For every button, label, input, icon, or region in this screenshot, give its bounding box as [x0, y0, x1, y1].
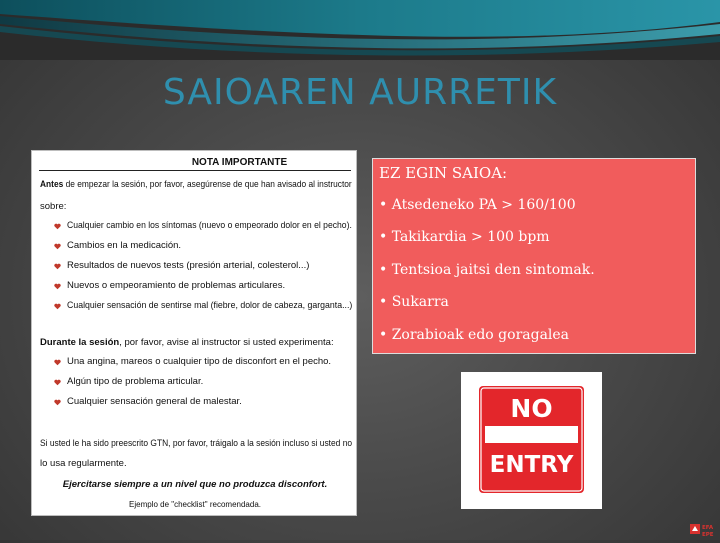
warning-title: EZ EGIN SAIOA:	[379, 164, 508, 182]
note-caption: Ejemplo de "checklist" recomendada.	[129, 500, 261, 509]
note-intro-line2: sobre:	[40, 201, 67, 212]
note-before-item: Nuevos o empeoramiento de problemas articulares.	[67, 280, 286, 291]
note-before-item: Cambios en la medicación.	[67, 240, 182, 251]
note-during-item: Algún tipo de problema articular.	[67, 376, 204, 387]
note-gtn-line1: Si usted le ha sido preescrito GTN, por favor, tráigalo a la sesión incluso si usted no	[40, 438, 353, 449]
sign-no-text: NO	[510, 394, 553, 423]
heart-bullet-icon	[54, 223, 61, 230]
note-image	[31, 150, 357, 516]
sign-white-bar	[485, 426, 578, 443]
header-swoosh	[0, 0, 720, 60]
note-during-item: Una angina, mareos o cualquier tipo de disconfort en el pecho.	[67, 356, 332, 367]
heart-bullet-icon	[54, 303, 61, 310]
heart-bullet-icon	[54, 399, 61, 406]
note-before-item: Resultados de nuevos tests (presión arterial, colesterol...)	[67, 260, 310, 271]
warning-item: • Atsedeneko PA > 160/100	[379, 197, 576, 213]
note-during-item: Cualquier sensación general de malestar.	[67, 396, 242, 407]
warning-item: • Tentsioa jaitsi den sintomak.	[379, 262, 595, 278]
heart-bullet-icon	[54, 379, 61, 386]
warning-item: • Sukarra	[379, 294, 449, 310]
warning-item: • Zorabioak edo goragalea	[379, 327, 570, 343]
brand-logo	[690, 520, 716, 538]
note-divider	[39, 170, 351, 171]
note-footer: Ejercitarse siempre a un nivel que no produzca disconfort.	[62, 479, 328, 490]
note-heading: NOTA IMPORTANTE	[149, 157, 330, 171]
note-intro-line	[40, 179, 352, 191]
note-before-item: Cualquier sensación de sentirse mal (fiebre, dolor de cabeza, garganta...)	[67, 300, 353, 311]
note-before-item: Cualquier cambio en los síntomas (nuevo o empeorado dolor en el pecho).	[67, 220, 352, 231]
note-intro-text: de empezar la sesión, por favor, asegúrense de que han avisado al instructor	[63, 179, 352, 190]
heart-bullet-icon	[54, 359, 61, 366]
sign-entry-text: ENTRY	[489, 452, 574, 478]
heart-bullet-icon	[54, 263, 61, 270]
note-intro-bold: Antes	[40, 179, 64, 190]
brand-text: EFA	[702, 525, 714, 531]
heart-bullet-icon	[54, 283, 61, 290]
heart-bullet-icon	[54, 243, 61, 250]
warning-item: • Takikardia > 100 bpm	[379, 229, 550, 245]
note-during-bold: Durante la sesión	[40, 337, 120, 348]
warning-box	[372, 158, 696, 354]
note-gtn-line2: lo usa regularmente.	[40, 458, 127, 469]
svg-text:EPE: EPE	[702, 532, 714, 538]
no-entry-sign	[461, 372, 602, 509]
slide-title: SAIOAREN AURRETIK	[162, 72, 558, 113]
note-during-line	[40, 337, 334, 349]
note-during-text: , por favor, avise al instructor si usted experimenta:	[119, 337, 334, 348]
